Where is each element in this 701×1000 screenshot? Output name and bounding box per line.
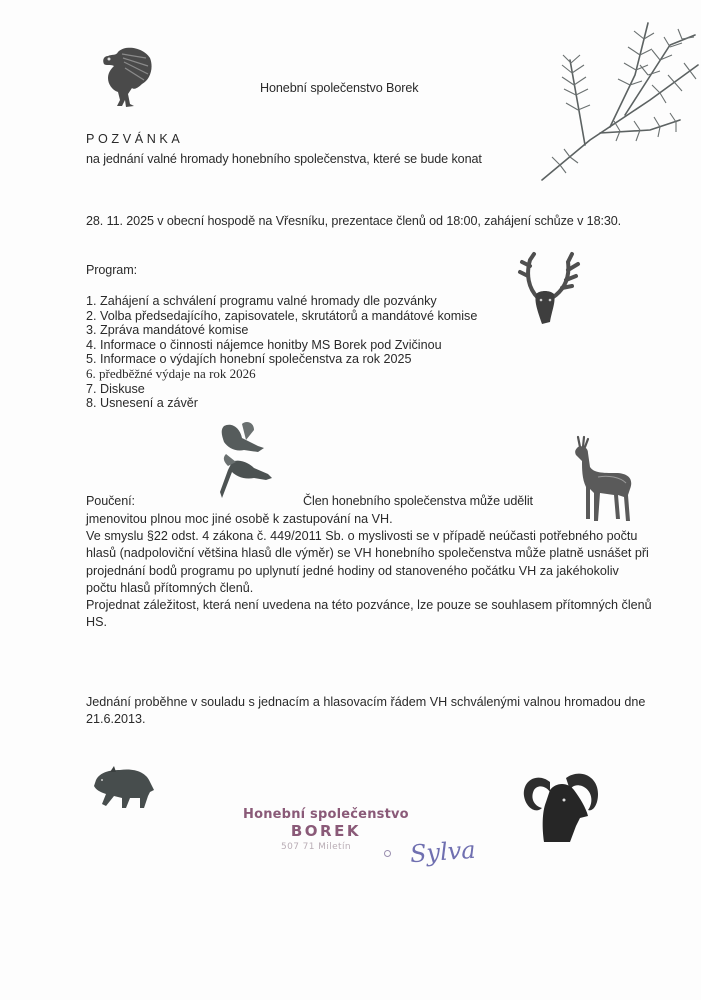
instruction-line: HS. [86, 615, 107, 630]
program-item: 3. Zpráva mandátové komise [86, 323, 249, 338]
program-item: 8. Usnesení a závěr [86, 396, 199, 411]
signature-mark [384, 850, 391, 857]
document-heading: POZVÁNKA [86, 132, 184, 146]
instruction-first-line: Člen honebního společenstva může udělit [303, 494, 533, 508]
spruce-branch-icon [530, 15, 700, 185]
program-item: 1. Zahájení a schválení programu valné hromady dle pozvánky [86, 294, 437, 308]
program-list [86, 294, 477, 411]
closing-paragraph [86, 694, 645, 728]
program-item: 7. Diskuse [86, 381, 145, 396]
signature: Sylva [409, 835, 477, 869]
document-subtitle: na jednání valné hromady honebního společenstva, které se bude konat [86, 152, 482, 166]
red-deer-head-icon [512, 250, 582, 330]
organization-stamp [243, 807, 409, 852]
instruction-line: Ve smyslu §22 odst. 4 zákona č. 449/2011 Sb. o myslivosti se v případě neúčasti potřebného počtu [86, 529, 638, 544]
mouflon-head-icon [520, 762, 604, 846]
stamp-line-3: 507 71 Miletín [281, 842, 351, 852]
instruction-line: projednání bodů programu po uplynutí jedné hodiny od stanoveného počátku VH za jakéhokoliv [86, 563, 619, 578]
closing-line: 21.6.2013. [86, 712, 146, 727]
stamp-line-2: BOREK [290, 822, 361, 840]
instruction-line: jmenovitou plnou moc jiné osobě k zastupování na VH. [86, 512, 393, 526]
instruction-paragraph [86, 511, 652, 631]
instruction-label: Poučení: [86, 494, 135, 508]
flying-ducks-icon [214, 418, 280, 504]
instruction-line: Projednat záležitost, která není uvedena na této pozvánce, lze pouze se souhlasem přítomných členů [86, 598, 652, 613]
wild-boar-icon [92, 762, 158, 812]
program-item: 4. Informace o činnosti nájemce honitby MS Borek pod Zvičinou [86, 337, 442, 352]
capercaillie-icon [92, 44, 154, 116]
closing-line: Jednání proběhne v souladu s jednacím a hlasovacím řádem VH schválenými valnou hromadou dne [86, 695, 646, 709]
organization-title: Honební společenstvo Borek [260, 81, 419, 95]
program-item: 2. Volba předsedajícího, zapisovatele, skrutátorů a mandátové komise [86, 308, 478, 323]
instruction-line: počtu hlasů přítomných členů. [86, 580, 254, 595]
program-item: 5. Informace o výdajích honební společenstva za rok 2025 [86, 352, 412, 367]
meeting-date-location: 28. 11. 2025 v obecní hospodě na Vřesníku, prezentace členů od 18:00, zahájení schůze v 18:30. [86, 214, 622, 228]
instruction-line: hlasů (nadpoloviční většina hlasů dle výměr) se VH honebního společenstva může platně usnášet při [86, 546, 649, 561]
program-label: Program: [86, 263, 137, 277]
program-item: 6. předběžné výdaje na rok 2026 [86, 365, 256, 381]
stamp-line-1: Honební společenstvo [243, 807, 409, 822]
